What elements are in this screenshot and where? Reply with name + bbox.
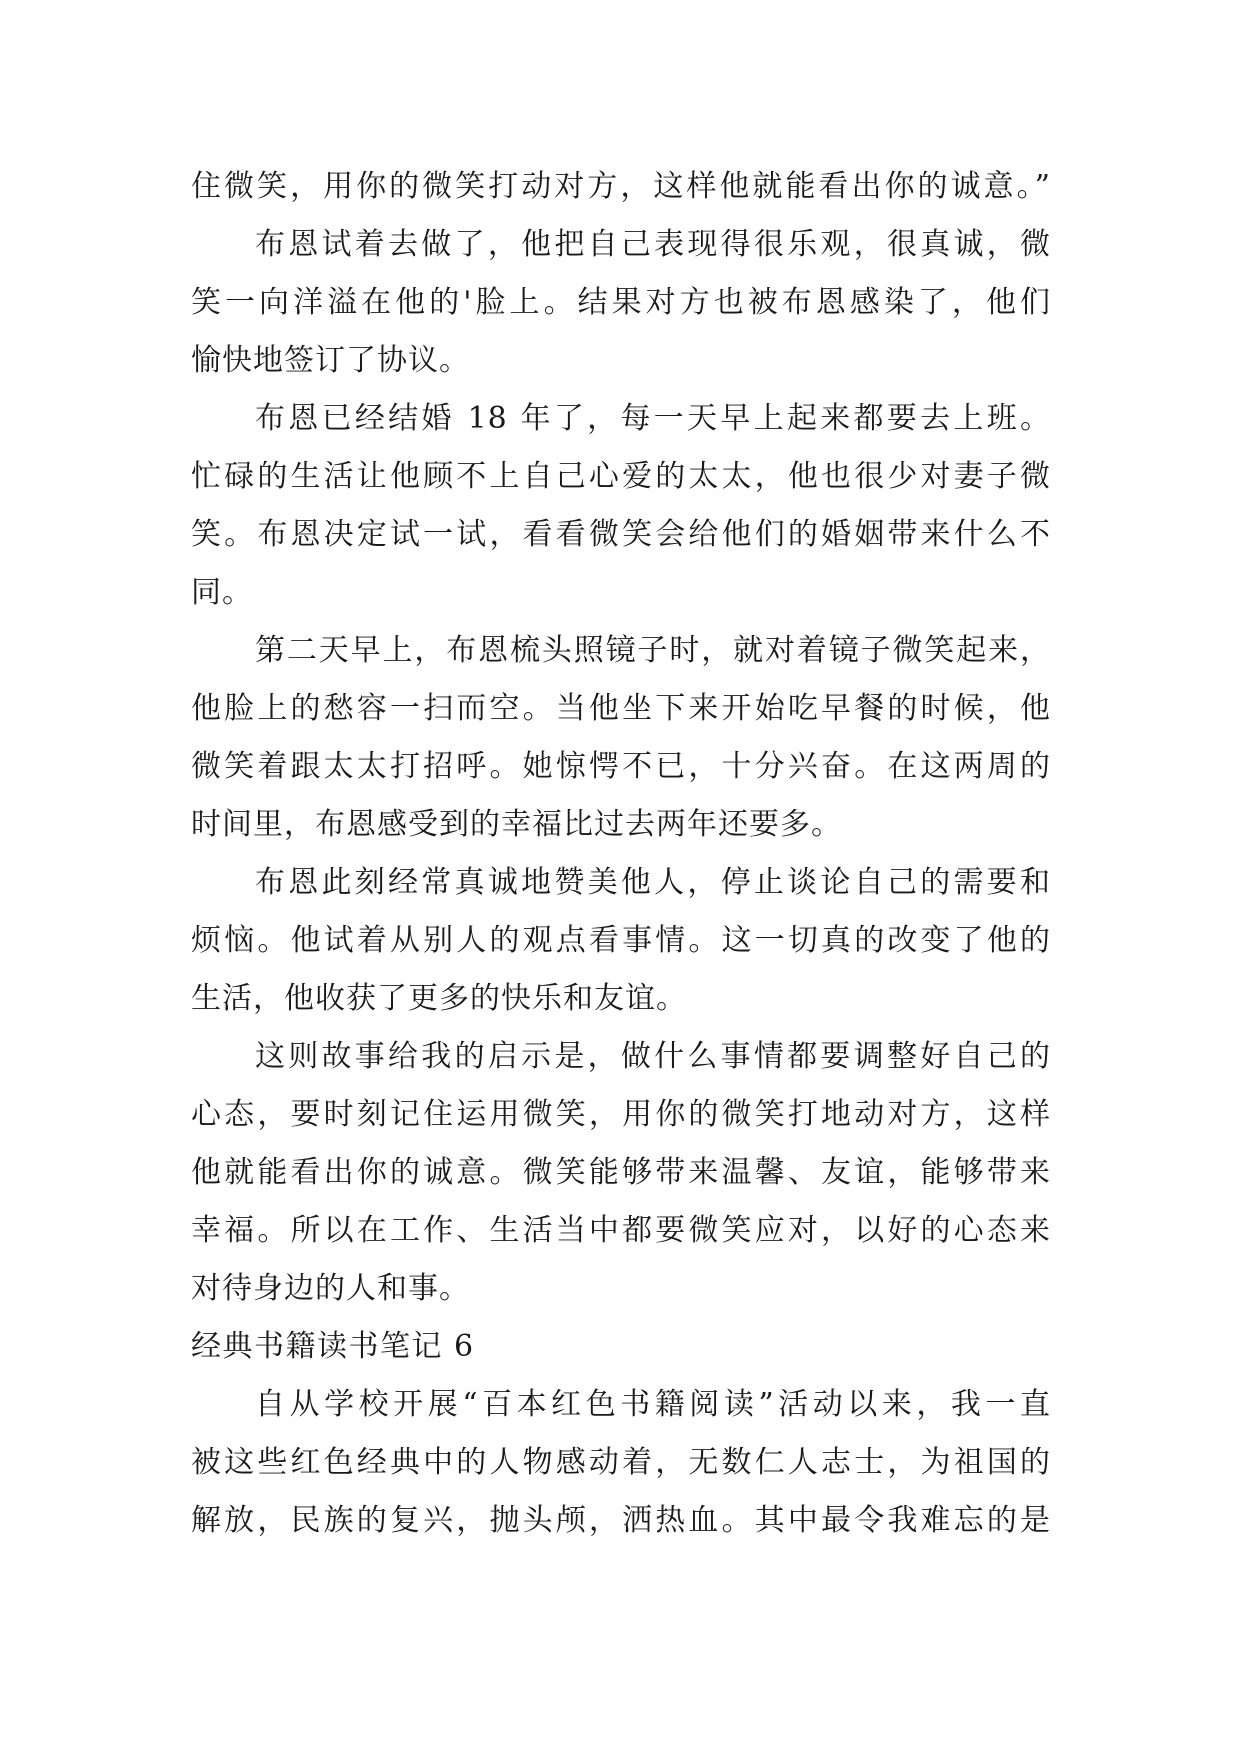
text-line: 第二天早上，布恩梳头照镜子时，就对着镜子微笑起来， (255, 633, 1051, 668)
text-line: 生活，他收获了更多的快乐和友谊。 (191, 981, 687, 1016)
text-line: 这则故事给我的启示是，做什么事情都要调整好自己的 (255, 1039, 1051, 1074)
text-line: 他就能看出你的诚意。微笑能够带来温馨、友谊，能够带来 (191, 1155, 1051, 1190)
text-line: 他脸上的愁容一扫而空。当他坐下来开始吃早餐的时候，他 (191, 691, 1051, 726)
text-line: 烦恼。他试着从别人的观点看事情。这一切真的改变了他的 (191, 923, 1051, 958)
text-line: 布恩已经结婚 18 年了，每一天早上起来都要去上班。 (255, 401, 1051, 436)
text-line: 布恩试着去做了，他把自己表现得很乐观，很真诚，微 (255, 227, 1051, 262)
text-line: 忙碌的生活让他顾不上自己心爱的太太，他也很少对妻子微 (191, 459, 1051, 494)
text-line: 微笑着跟太太打招呼。她惊愕不已，十分兴奋。在这两周的 (191, 749, 1051, 784)
text-line: 解放，民族的复兴，抛头颅，洒热血。其中最令我难忘的是 (191, 1503, 1051, 1538)
text-line: 愉快地签订了协议。 (191, 343, 470, 378)
text-line: 笑一向洋溢在他的'脸上。结果对方也被布恩感染了，他们 (191, 285, 1051, 320)
text-line: 被这些红色经典中的人物感动着，无数仁人志士，为祖国的 (191, 1445, 1051, 1480)
section-heading: 经典书籍读书笔记 6 (191, 1329, 475, 1364)
text-line: 对待身边的人和事。 (191, 1271, 470, 1306)
text-line: 笑。布恩决定试一试，看看微笑会给他们的婚姻带来什么不 (191, 517, 1051, 552)
text-line: 同。 (191, 575, 253, 610)
text-line: 幸福。所以在工作、生活当中都要微笑应对，以好的心态来 (191, 1213, 1051, 1248)
text-line: 心态，要时刻记住运用微笑，用你的微笑打地动对方，这样 (191, 1097, 1051, 1132)
document-body (191, 158, 1051, 1550)
text-line: 自从学校开展“百本红色书籍阅读”活动以来，我一直 (255, 1387, 1051, 1422)
text-line: 住微笑，用你的微笑打动对方，这样他就能看出你的诚意。” (191, 169, 1051, 204)
text-line: 布恩此刻经常真诚地赞美他人，停止谈论自己的需要和 (255, 865, 1051, 900)
text-line: 时间里，布恩感受到的幸福比过去两年还要多。 (191, 807, 842, 842)
